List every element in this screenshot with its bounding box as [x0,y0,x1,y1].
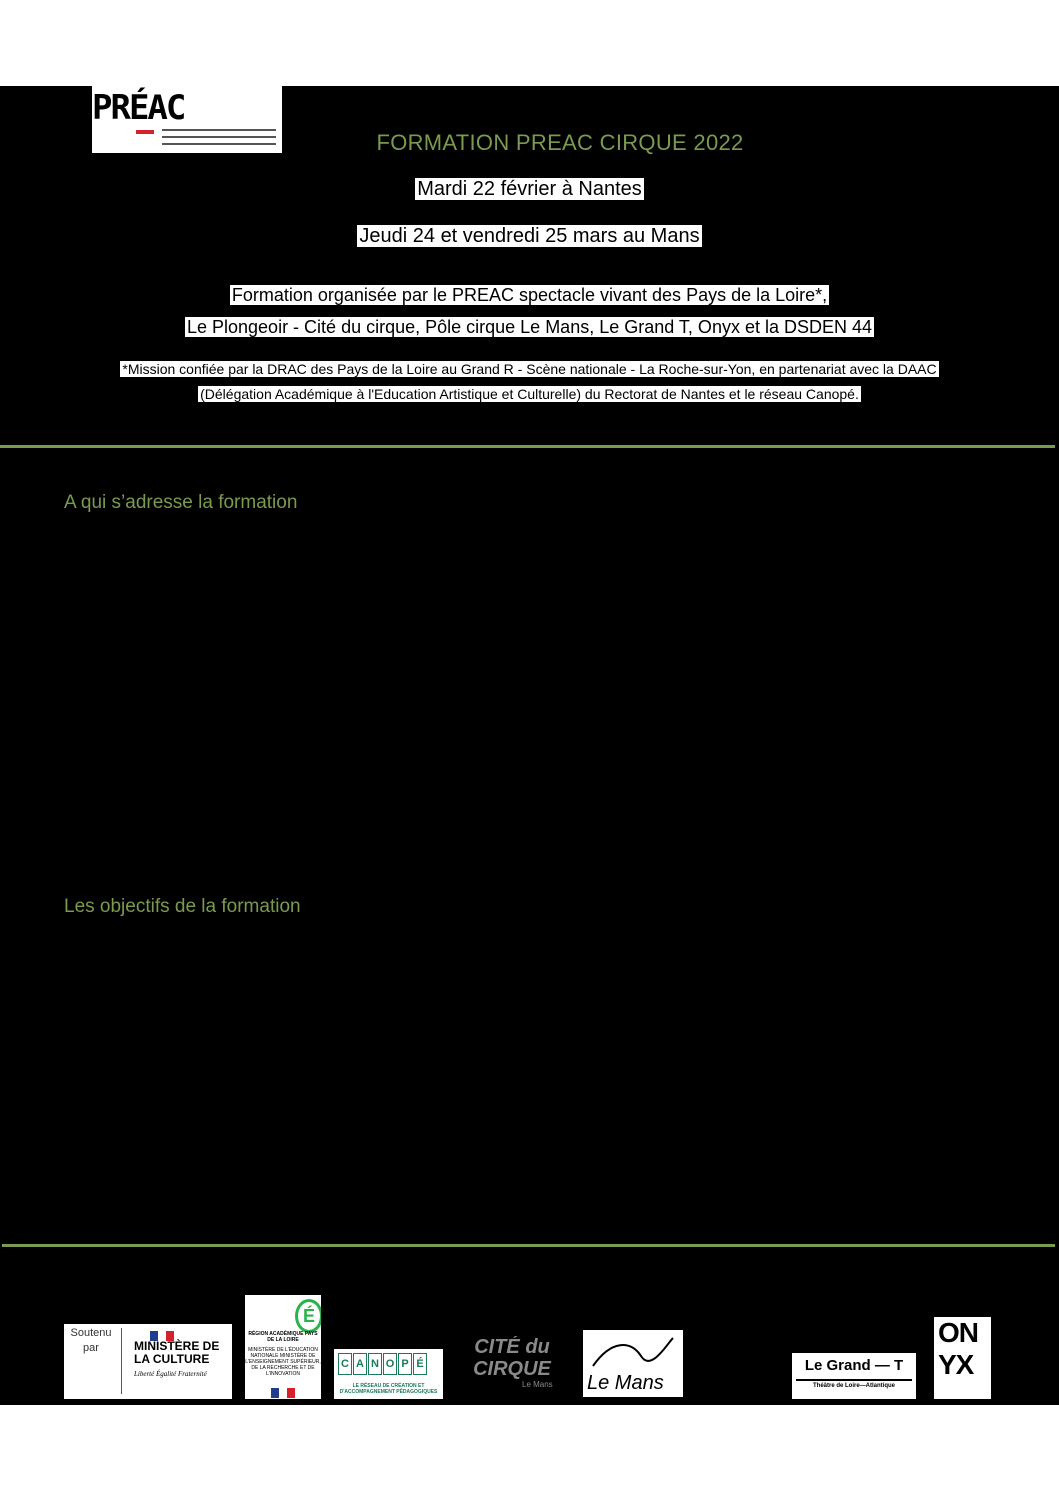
mission-text-2: (Délégation Académique à l'Education Artistique et Culturelle) du Rectorat de Nantes et le réseau Canopé. [200,386,859,402]
le-grand-t-logo [792,1353,916,1399]
le-grand-t-subtitle: Théâtre de Loire—Atlantique [812,1383,895,1389]
le-mans-logo [583,1330,683,1397]
page-title: FORMATION PREAC CIRQUE 2022 [376,130,744,155]
french-flag-icon [150,1328,174,1338]
date-line-le-mans [0,225,1059,248]
footer-divider [2,1244,1055,1247]
academie-ministries: MINISTÈRE DE L'ÉDUCATION NATIONALE MINISTÈRE DE L'ENSEIGNEMENT SUPÉRIEUR, DE LA RECHERCHE ET DE L'INNOVATION [245,1347,321,1377]
canope-logo [334,1349,443,1399]
cite-du-cirque-logo [462,1336,562,1394]
cite-du-cirque-name: CITÉ du CIRQUE [473,1336,551,1380]
ministere-culture-logo [64,1324,232,1399]
organizer-text-2: Le Plongeoir - Cité du cirque, Pôle cirque Le Mans, Le Grand T, Onyx et la DSDEN 44 [186,317,873,337]
academie-name: RÉGION ACADÉMIQUE PAYS DE LA LOIRE [248,1331,318,1343]
header-divider [0,445,1055,448]
organizer-line-2 [0,317,1059,338]
onyx-line-1: ON [938,1317,978,1348]
page-background [0,86,1059,1405]
organizer-line-1 [0,285,1059,306]
le-mans-name: Le Mans [587,1372,664,1394]
mission-line-2 [0,386,1059,402]
french-flag-icon [271,1385,295,1395]
organizer-text-1: Formation organisée par le PREAC spectacle vivant des Pays de la Loire*, [231,285,828,305]
audience-section-title: A qui s’adresse la formation [64,492,298,513]
mission-text-1: *Mission confiée par la DRAC des Pays de la Loire au Grand R - Scène nationale - La Roche-sur-Yon, en partenariat avec la DAAC [122,361,937,377]
date-line-nantes [0,178,1059,201]
ministere-culture-name: MINISTÈRE DE LA CULTURE [134,1339,220,1366]
logo-separator [121,1328,122,1394]
date-text-le-mans: Jeudi 24 et vendredi 25 mars au Mans [359,225,700,247]
supported-by-label: Soutenu par [70,1327,112,1354]
logo-rule [796,1379,912,1381]
academie-e-icon: É [295,1299,321,1333]
mission-line-1 [0,361,1059,377]
academie-nantes-logo [245,1295,321,1399]
preac-accent-bar [136,130,154,134]
le-mans-wave-icon [591,1336,675,1368]
canope-wordmark: C A N O P É [338,1353,428,1375]
date-text-nantes: Mardi 22 février à Nantes [417,178,642,200]
onyx-logo [934,1317,991,1399]
onyx-line-2: YX [938,1349,974,1380]
republic-motto: Liberté Égalité Fraternité [134,1370,207,1378]
preac-wordmark: PRÉAC [92,88,185,128]
canope-subtitle: LE RÉSEAU DE CRÉATION ET D'ACCOMPAGNEMENT PÉDAGOGIQUES [339,1383,438,1395]
le-grand-t-name: Le Grand — T [804,1357,904,1374]
cite-du-cirque-city: Le Mans [522,1380,553,1389]
objectives-section-title: Les objectifs de la formation [64,896,301,917]
